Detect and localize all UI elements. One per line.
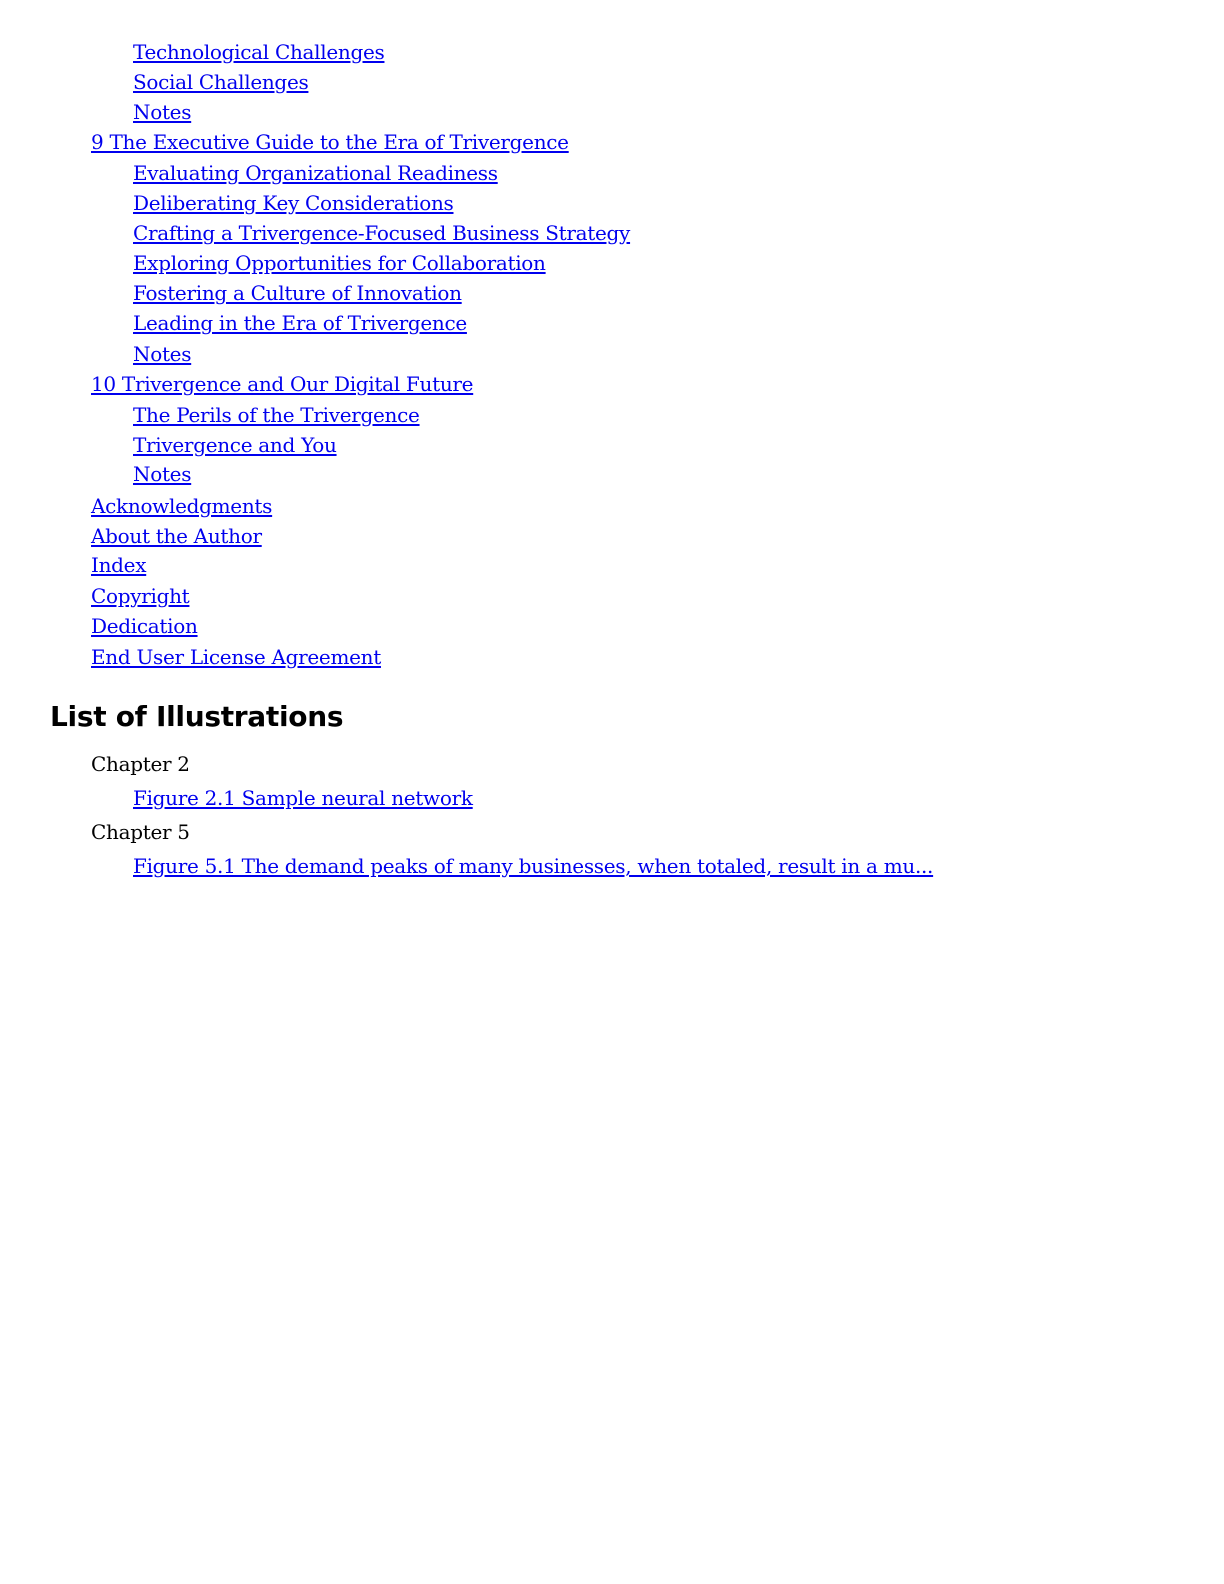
- toc-link-chapter-9[interactable]: 9 The Executive Guide to the Era of Trivergence: [91, 130, 569, 154]
- toc-link-crafting-business-strategy[interactable]: Crafting a Trivergence-Focused Business Strategy: [133, 221, 631, 245]
- toc-link-notes[interactable]: Notes: [133, 100, 192, 124]
- toc-link-index[interactable]: Index: [91, 553, 147, 577]
- toc-link-fostering-culture[interactable]: Fostering a Culture of Innovation: [133, 281, 462, 305]
- toc-link-technological-challenges[interactable]: Technological Challenges: [133, 40, 385, 64]
- chapter-label: Chapter 5: [91, 820, 190, 844]
- toc-link-acknowledgments[interactable]: Acknowledgments: [91, 494, 273, 518]
- toc-link-perils-of-trivergence[interactable]: The Perils of the Trivergence: [133, 403, 420, 427]
- section-heading: List of Illustrations: [50, 700, 344, 733]
- toc-link-evaluating-organizational-readiness[interactable]: Evaluating Organizational Readiness: [133, 161, 498, 185]
- toc-link-notes[interactable]: Notes: [133, 342, 192, 366]
- toc-link-about-the-author[interactable]: About the Author: [91, 524, 262, 548]
- toc-link-dedication[interactable]: Dedication: [91, 614, 198, 638]
- figure-link-2-1[interactable]: Figure 2.1 Sample neural network: [133, 786, 473, 810]
- toc-link-end-user-license-agreement[interactable]: End User License Agreement: [91, 645, 381, 669]
- toc-link-exploring-opportunities[interactable]: Exploring Opportunities for Collaboration: [133, 251, 546, 275]
- toc-link-social-challenges[interactable]: Social Challenges: [133, 70, 309, 94]
- toc-link-chapter-10[interactable]: 10 Trivergence and Our Digital Future: [91, 372, 474, 396]
- figure-link-5-1[interactable]: Figure 5.1 The demand peaks of many businesses, when totaled, result in a mu...: [133, 854, 934, 878]
- chapter-label: Chapter 2: [91, 752, 190, 776]
- toc-link-notes[interactable]: Notes: [133, 462, 192, 486]
- toc-link-deliberating-key-considerations[interactable]: Deliberating Key Considerations: [133, 191, 454, 215]
- toc-link-copyright[interactable]: Copyright: [91, 584, 190, 608]
- toc-link-leading-in-era[interactable]: Leading in the Era of Trivergence: [133, 311, 467, 335]
- toc-link-trivergence-and-you[interactable]: Trivergence and You: [133, 433, 337, 457]
